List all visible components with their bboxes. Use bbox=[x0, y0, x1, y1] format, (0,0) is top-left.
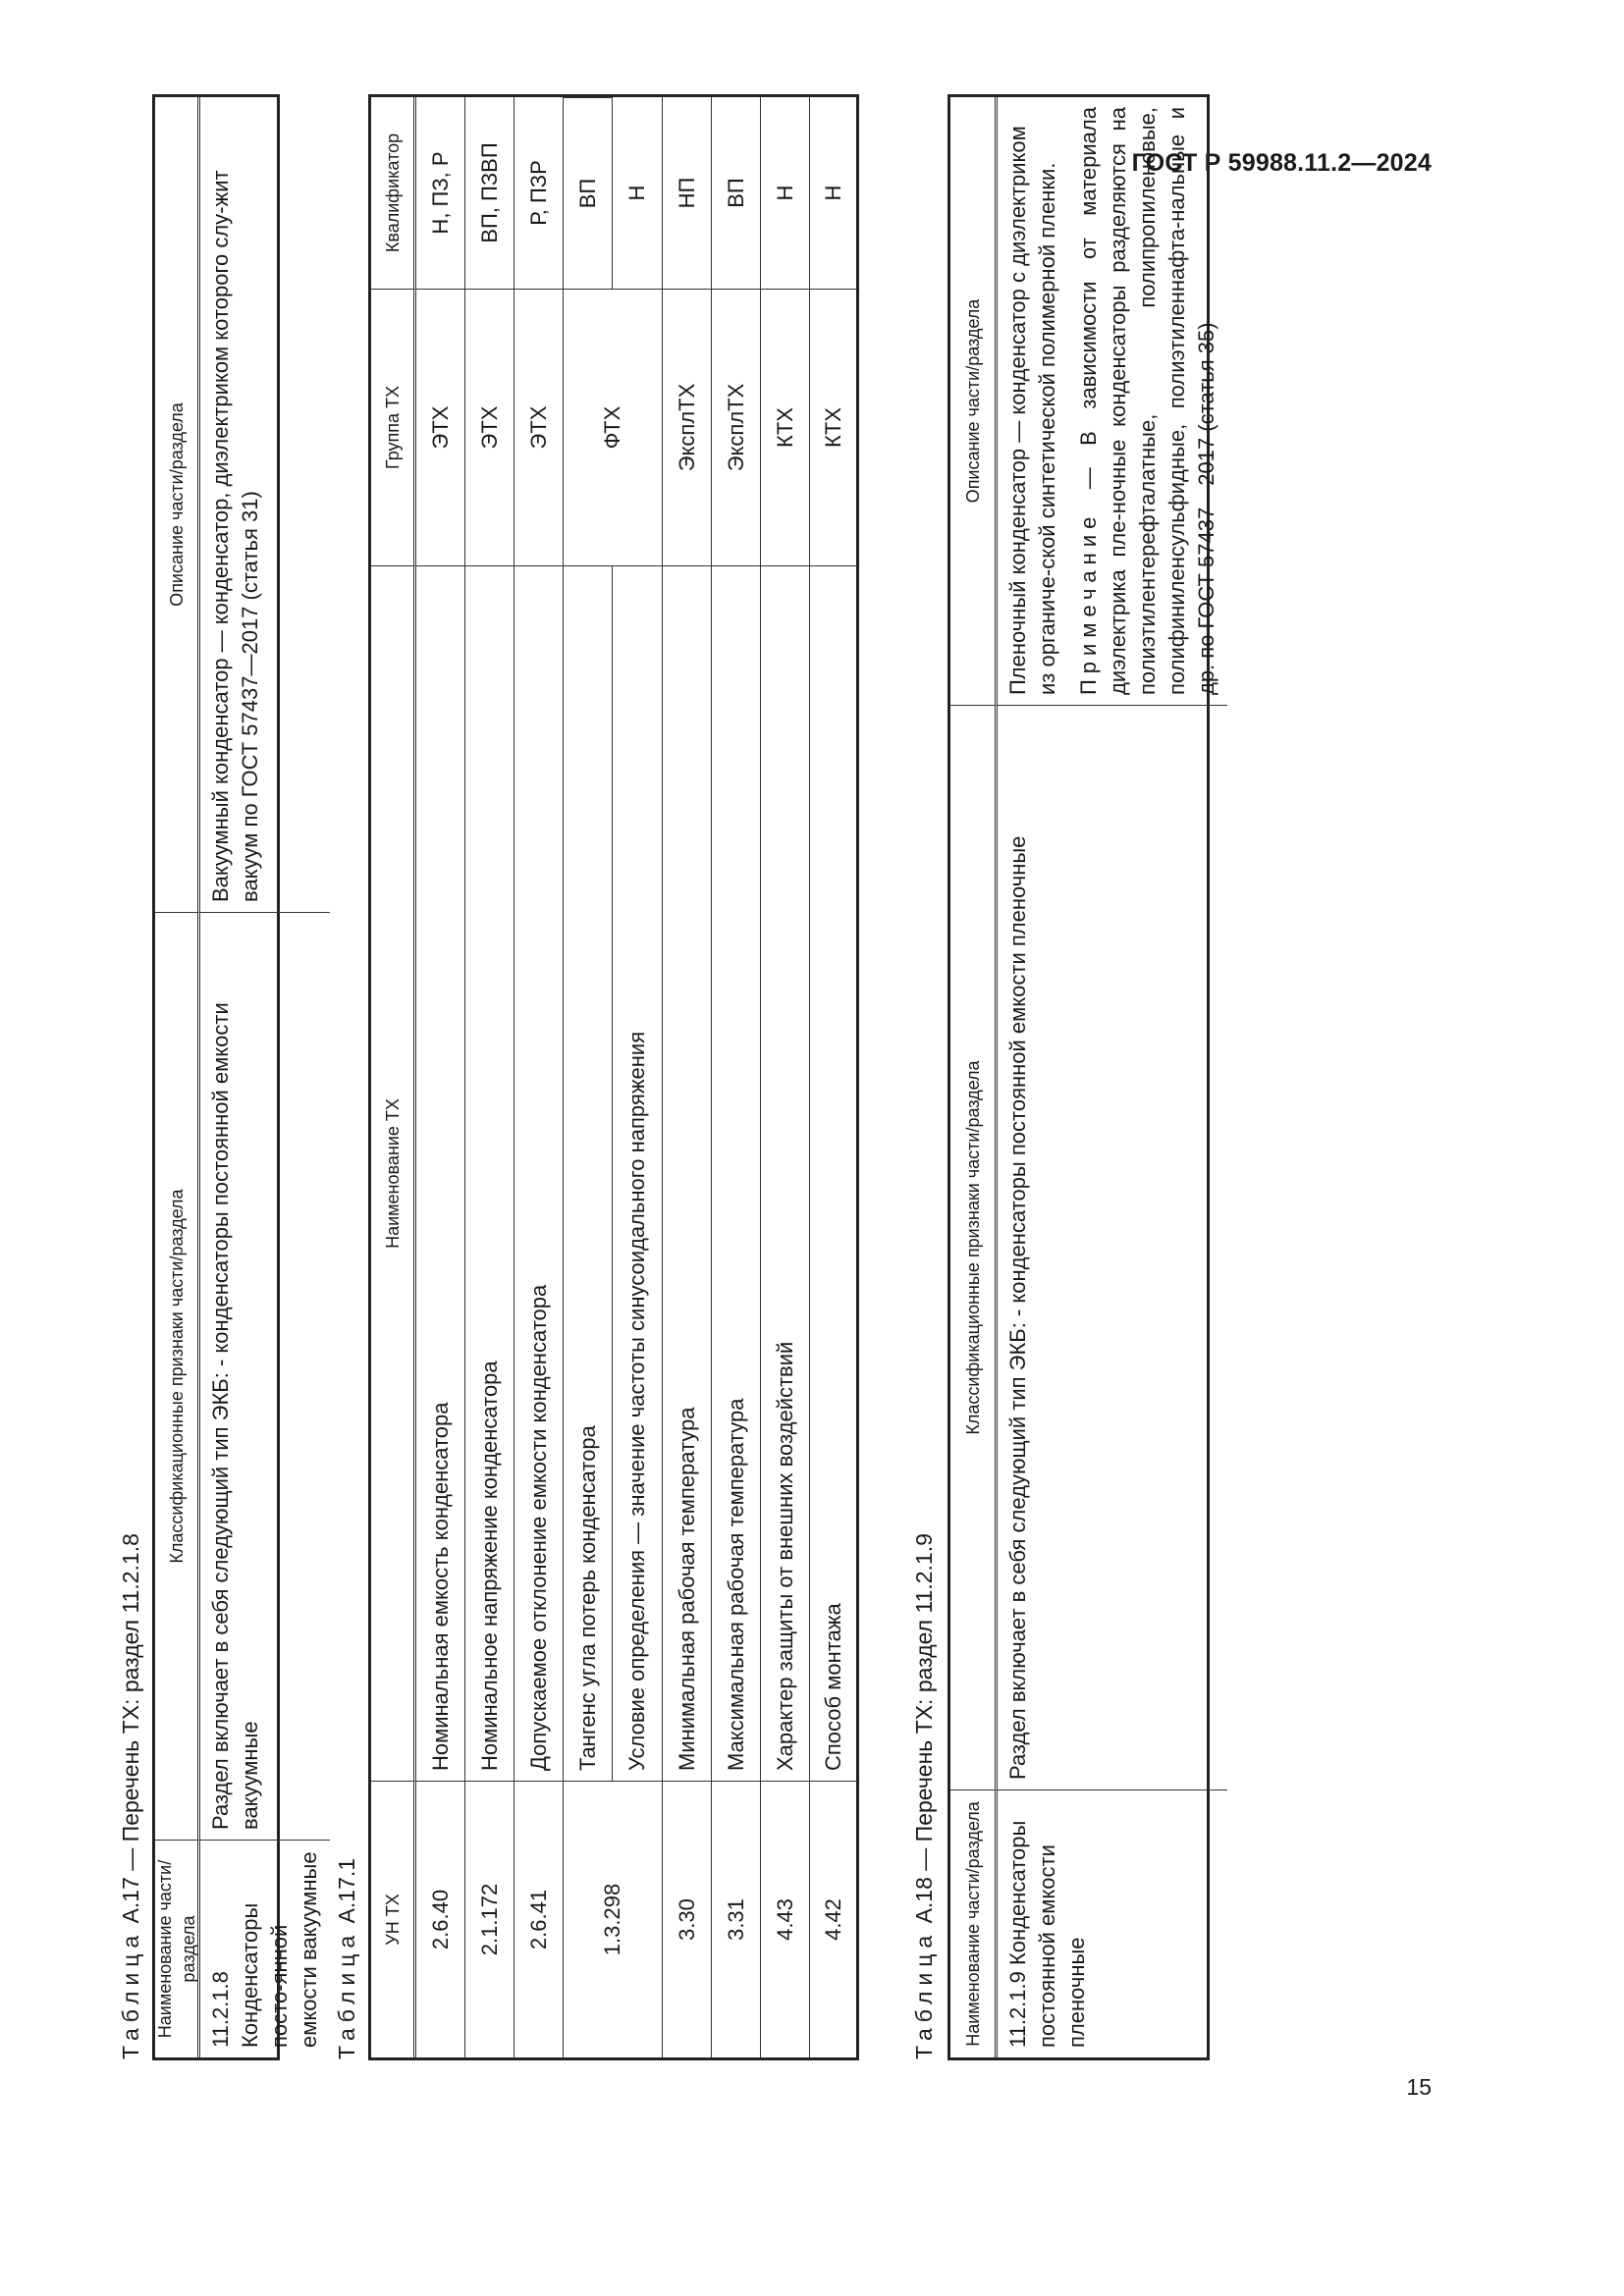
table-row bbox=[761, 97, 810, 2057]
table-a18 bbox=[947, 94, 1218, 2060]
characteristic-qualifier: ВП bbox=[723, 178, 748, 208]
table-row bbox=[998, 97, 1227, 2057]
characteristic-name: Допускаемое отклонение емкости конденсатора bbox=[514, 565, 563, 1781]
characteristic-name: Тангенс угла потерь конденсатора bbox=[564, 566, 613, 1781]
table-header-row bbox=[950, 97, 998, 2057]
characteristic-code: 2.6.41 bbox=[514, 1781, 563, 2057]
section-features: Раздел включает в себя следующий тип ЭКБ: - конденсаторы постоянной емкости вакуумные bbox=[200, 912, 330, 1840]
characteristic-qualifier-cell bbox=[564, 97, 662, 289]
section-description: Вакуумный конденсатор — конденсатор, диэлектриком которого слу-жит вакуум по ГОСТ 57437—2017 (статья 31) bbox=[208, 170, 262, 902]
table-row bbox=[810, 97, 856, 2057]
characteristic-name: Минимальная рабочая температура bbox=[663, 565, 711, 1781]
characteristic-name: Номинальная емкость конденсатора bbox=[416, 565, 464, 1781]
table-row bbox=[465, 97, 514, 2057]
table-row bbox=[200, 97, 330, 2057]
characteristic-code: 4.43 bbox=[761, 1781, 809, 2057]
section-name: 11.2.1.8 Конденсаторы посто-янной емкости вакуумные bbox=[200, 1840, 330, 2057]
column-header: Наименование части/раздела bbox=[155, 1840, 200, 2057]
table-row bbox=[564, 97, 663, 2057]
section-name: 11.2.1.9 Конденсаторы постоянной емкости пленочные bbox=[998, 1789, 1227, 2057]
caption-prefix: Таблица bbox=[118, 1929, 143, 2059]
column-header: Квалификатор bbox=[371, 97, 416, 289]
characteristic-code: 4.42 bbox=[810, 1781, 856, 2057]
characteristic-name-cell bbox=[564, 565, 662, 1781]
table-header-row bbox=[155, 97, 200, 2057]
table-a17-1-caption bbox=[334, 1858, 360, 2059]
characteristic-qualifier: ВП, ПЗВП bbox=[476, 142, 502, 243]
characteristic-group: КТХ bbox=[810, 289, 856, 565]
section-features: Раздел включает в себя следующий тип ЭКБ: - конденсаторы постоянной емкости пленочные bbox=[998, 705, 1227, 1789]
table-row bbox=[712, 97, 761, 2057]
table-a17-caption bbox=[118, 1533, 144, 2059]
section-description-cell bbox=[998, 97, 1227, 705]
characteristic-group: ЭксплТХ bbox=[712, 289, 760, 565]
characteristic-qualifier: НП bbox=[674, 177, 699, 209]
characteristic-condition: Условие определения — значение частоты синусоидального напряжения bbox=[624, 1031, 649, 1771]
section-note bbox=[1074, 107, 1221, 695]
note-text: — В зависимости от материала диэлектрика пле-ночные конденсаторы разделяются на полиэтилентерефталатные, полипропиленовые, полифиниленсульфидные, полиэтиленнафта-нальные и др. по ГОСТ 57437—2017 (статья 35) bbox=[1076, 107, 1218, 695]
characteristic-qualifier: ВП bbox=[564, 97, 613, 289]
characteristic-code: 3.30 bbox=[663, 1781, 711, 2057]
characteristic-code: 2.1.172 bbox=[465, 1781, 514, 2057]
characteristic-name: Максимальная рабочая температура bbox=[712, 565, 760, 1781]
characteristic-name: Способ монтажа bbox=[810, 565, 856, 1781]
caption-prefix: Таблица bbox=[911, 1929, 937, 2059]
characteristic-name: Характер защиты от внешних воздействий bbox=[761, 565, 809, 1781]
characteristic-group: ФТХ bbox=[564, 289, 662, 565]
characteristic-qualifier: Р, ПЗР bbox=[525, 160, 551, 226]
table-row bbox=[663, 97, 712, 2057]
column-header: Наименование части/раздела bbox=[950, 1789, 998, 2057]
table-a17-1 bbox=[368, 94, 859, 2060]
column-header: Классификационные признаки части/раздела bbox=[950, 705, 998, 1789]
standard-code: ГОСТ Р 59988.11.2—2024 bbox=[1131, 149, 1432, 177]
column-header: УН ТХ bbox=[371, 1781, 416, 2057]
table-row bbox=[514, 97, 564, 2057]
characteristic-qualifier: Н, ПЗ, Р bbox=[427, 151, 453, 235]
column-header: Описание части/раздела bbox=[155, 97, 200, 912]
section-description: Пленочный конденсатор — конденсатор с диэлектриком из органиче-ской синтетической полимерной пленки. bbox=[1005, 126, 1059, 695]
condition-qualifier: Н bbox=[624, 185, 649, 201]
table-a18-caption bbox=[911, 1533, 938, 2059]
characteristic-group: ЭТХ bbox=[416, 289, 464, 565]
column-header: Классификационные признаки части/раздела bbox=[155, 912, 200, 1840]
caption-prefix: Таблица bbox=[334, 1929, 359, 2059]
column-header: Группа ТХ bbox=[371, 289, 416, 565]
characteristic-group: ЭксплТХ bbox=[663, 289, 711, 565]
table-row bbox=[416, 97, 465, 2057]
characteristic-code: 2.6.40 bbox=[416, 1781, 464, 2057]
table-header-row bbox=[371, 97, 416, 2057]
characteristic-code: 1.3.298 bbox=[564, 1781, 662, 2057]
page-number: 15 bbox=[1406, 2074, 1432, 2100]
caption-title: А.17.1 bbox=[334, 1857, 359, 1924]
column-header: Наименование ТХ bbox=[371, 565, 416, 1781]
characteristic-qualifier: Н bbox=[820, 185, 845, 201]
characteristic-group: ЭТХ bbox=[465, 289, 514, 565]
characteristic-code: 3.31 bbox=[712, 1781, 760, 2057]
characteristic-qualifier: Н bbox=[772, 185, 797, 201]
characteristic-name: Номинальное напряжение конденсатора bbox=[465, 565, 514, 1781]
characteristic-group: ЭТХ bbox=[514, 289, 563, 565]
column-header: Описание части/раздела bbox=[950, 97, 998, 705]
note-label: Примечание bbox=[1076, 510, 1101, 695]
caption-title: А.18 — Перечень ТХ: раздел 11.2.1.9 bbox=[911, 1533, 937, 1924]
table-a17 bbox=[152, 94, 321, 2060]
characteristic-group: КТХ bbox=[761, 289, 809, 565]
caption-title: А.17 — Перечень ТХ: раздел 11.2.1.8 bbox=[118, 1533, 143, 1924]
